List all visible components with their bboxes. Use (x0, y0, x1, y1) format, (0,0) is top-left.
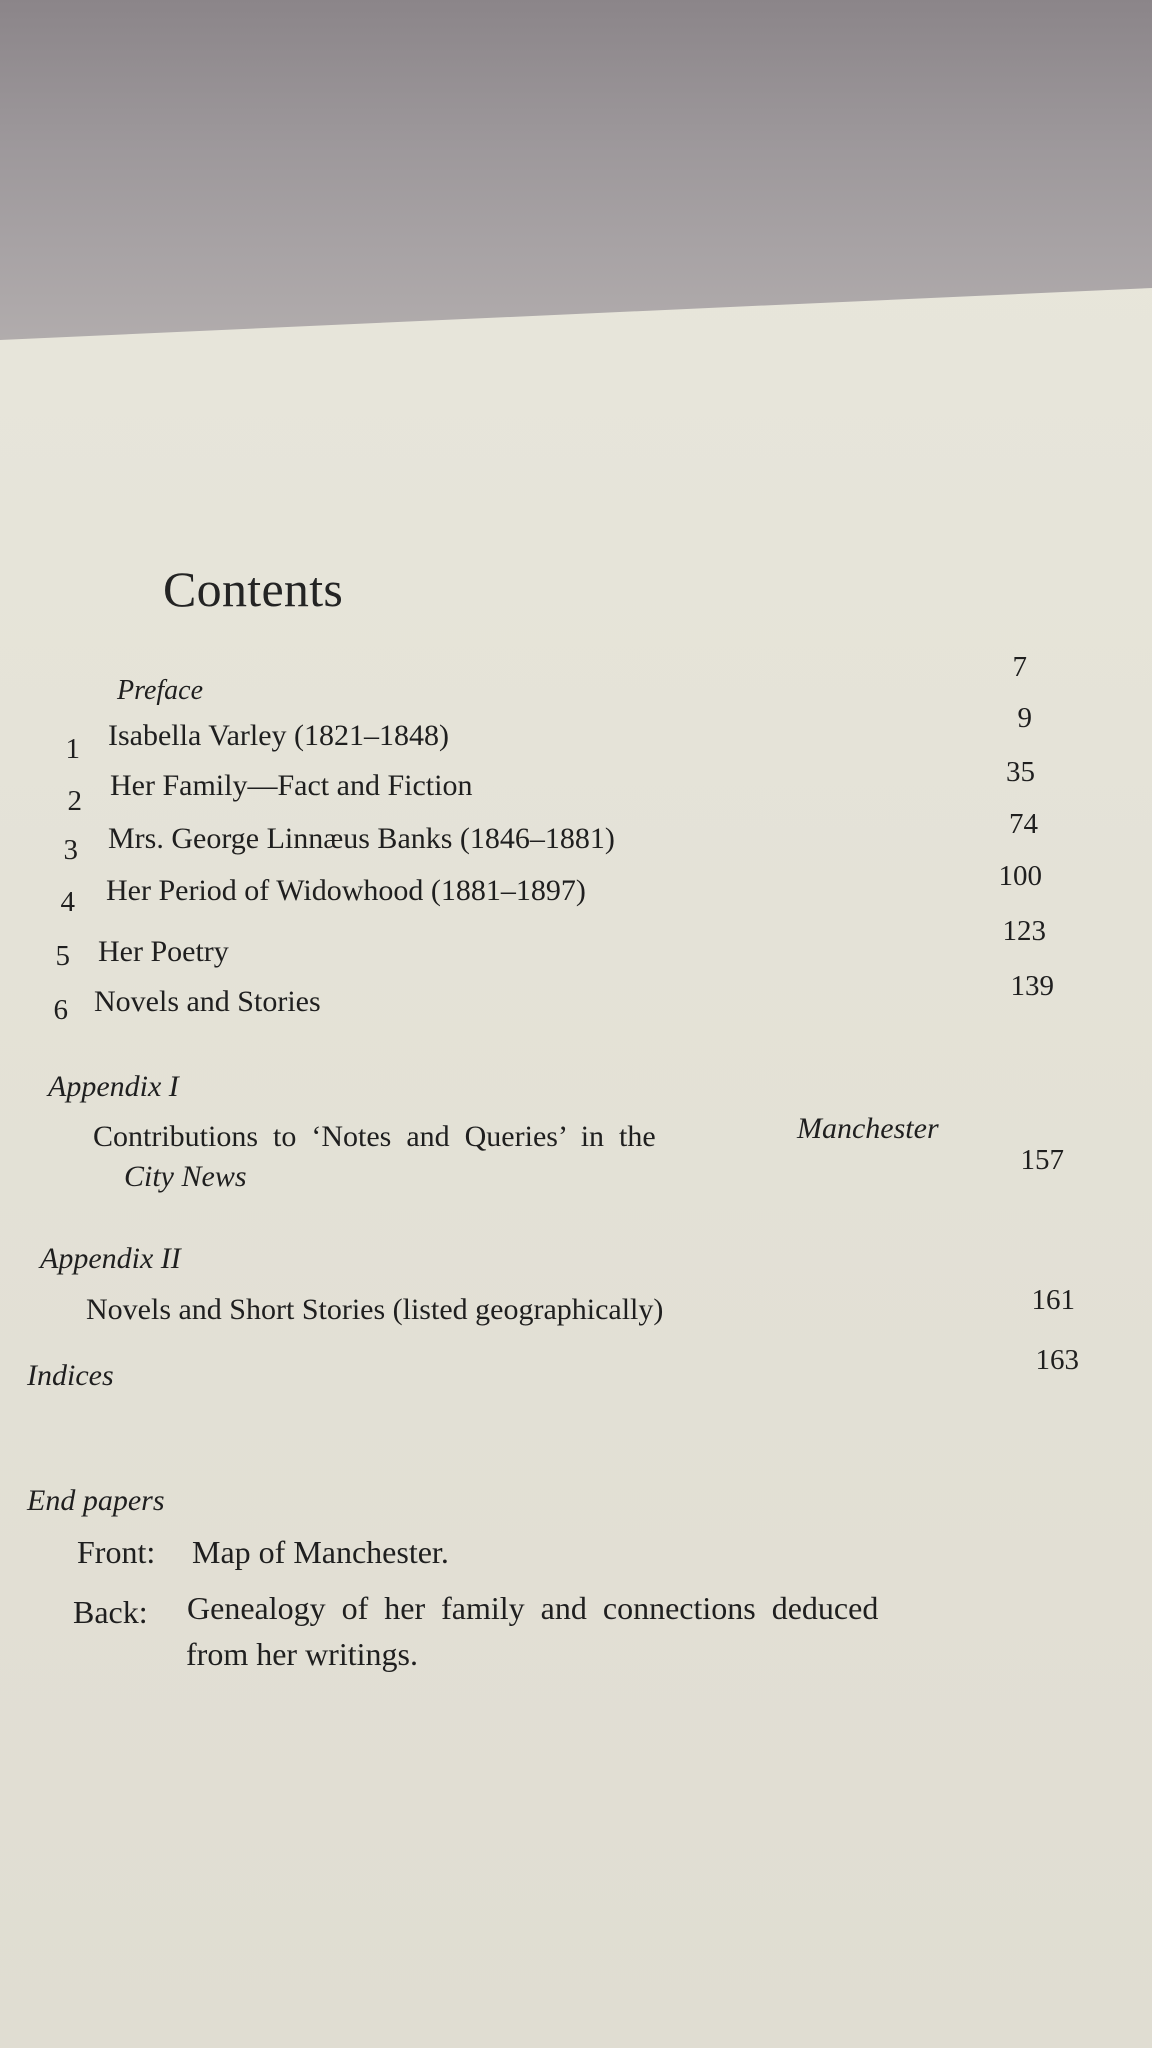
appendix-1-page: 157 (1020, 1144, 1064, 1176)
chapter-number: 6 (53, 994, 68, 1026)
preface-label: Preface (117, 675, 204, 706)
chapter-number: 1 (65, 733, 80, 765)
chapter-title: Novels and Stories (94, 985, 321, 1018)
end-papers-front-text: Map of Manchester. (192, 1534, 449, 1570)
appendix-1-entry-manchester: Manchester (797, 1112, 939, 1145)
chapter-title: Isabella Varley (1821–1848) (108, 719, 450, 752)
chapter-page: 74 (1009, 808, 1038, 840)
appendix-1-entry-line-1: Contributions to ‘Notes and Queries’ in the (93, 1120, 656, 1153)
appendix-1-label: Appendix I (48, 1070, 179, 1103)
end-papers-label: End papers (27, 1484, 165, 1517)
end-papers-front-label: Front: (77, 1534, 156, 1570)
preface-page: 7 (1012, 651, 1027, 683)
appendix-2-label: Appendix II (40, 1242, 181, 1275)
chapter-number: 2 (67, 785, 82, 817)
contents-title: Contents (163, 561, 344, 617)
chapter-number: 4 (60, 886, 75, 918)
chapter-title: Her Family—Fact and Fiction (110, 769, 473, 802)
chapter-page: 9 (1017, 702, 1032, 734)
indices-label: Indices (27, 1359, 114, 1392)
chapter-page: 100 (998, 860, 1042, 892)
chapter-number: 5 (55, 940, 70, 972)
appendix-2-page: 161 (1031, 1284, 1075, 1316)
chapter-title: Her Poetry (98, 935, 229, 968)
chapter-number: 3 (63, 834, 78, 866)
chapter-page: 35 (1006, 756, 1035, 788)
chapter-title: Mrs. George Linnæus Banks (1846–1881) (108, 822, 615, 855)
end-papers-back-label: Back: (73, 1594, 148, 1630)
chapter-page: 123 (1002, 915, 1046, 947)
chapter-page: 139 (1010, 970, 1054, 1002)
indices-page: 163 (1035, 1344, 1079, 1376)
appendix-2-entry: Novels and Short Stories (listed geographically) (86, 1293, 664, 1326)
appendix-1-entry-line-2: City News (124, 1160, 247, 1193)
chapter-title: Her Period of Widowhood (1881–1897) (106, 874, 586, 907)
end-papers-back-line-2: from her writings. (186, 1636, 418, 1672)
end-papers-back-line-1: Genealogy of her family and connections deduced (187, 1590, 879, 1626)
